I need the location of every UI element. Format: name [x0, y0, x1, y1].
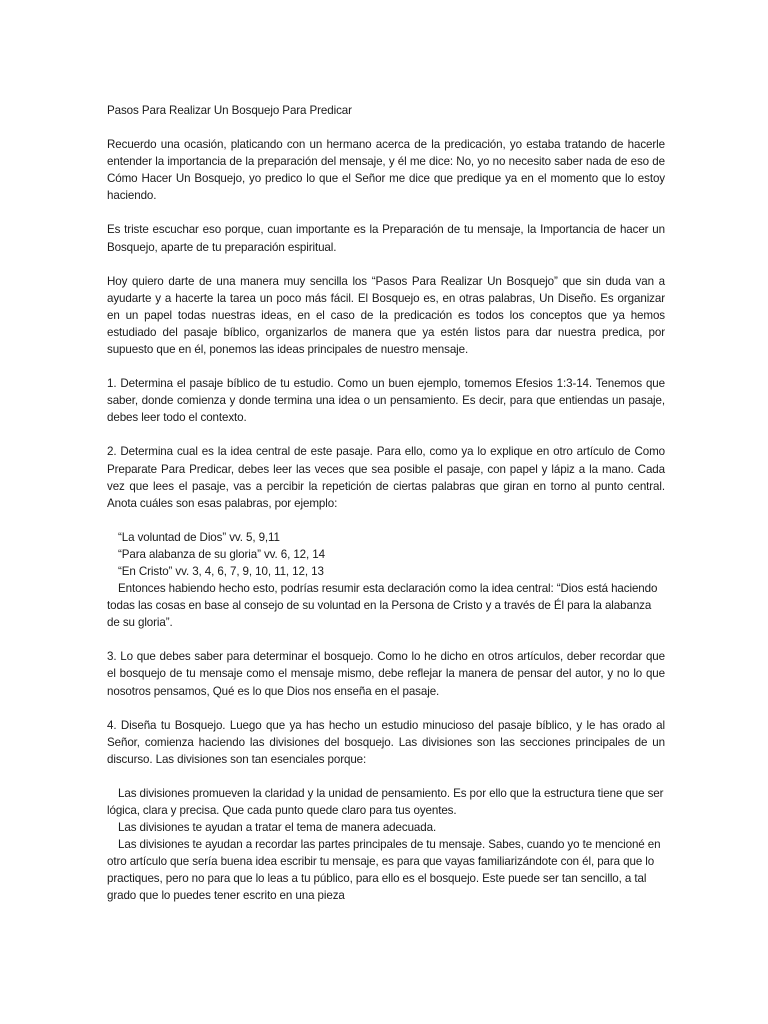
key-phrase-alabanza: “Para alabanza de su gloria” vv. 6, 12, 14 — [118, 547, 325, 561]
step-2-paragraph: 2. Determina cual es la idea central de este pasaje. Para ello, como ya lo explique en otro artículo de Como Preparate Para Predicar, debes leer las veces que sea posible el pasaje, con papel y lápiz a la mano. Cada vez que lees el pasaje, vas a percibir la repetición de ciertas palabras que giran en torno al punto central. Anota cuáles son esas palabras, por ejemplo: — [107, 445, 665, 510]
central-idea-text: Entonces habiendo hecho esto, podrías resumir esta declaración como la idea central: “Dios está haciendo todas las cosas en base al consejo de su voluntad en la Persona de Cristo y a través de Él para la alabanza de su gloria”. — [107, 582, 658, 630]
key-phrase-voluntad: “La voluntad de Dios” vv. 5, 9,11 — [118, 530, 280, 544]
central-idea-conclusion — [107, 580, 665, 631]
document-title: Pasos Para Realizar Un Bosquejo Para Predicar — [107, 104, 352, 117]
key-phrase-en-cristo: “En Cristo” vv. 3, 4, 6, 7, 9, 10, 11, 12, 13 — [118, 564, 324, 578]
step-3-paragraph: 3. Lo que debes saber para determinar el bosquejo. Como lo he dicho en otros artículos, deber recordar que el bosquejo de tu mensaje como el mensaje mismo, debe reflejar la manera de pensar del autor, y no lo que nosotros pensamos, Qué es lo que Dios nos enseña en el pasaje. — [107, 650, 665, 698]
step-4-paragraph: 4. Diseña tu Bosquejo. Luego que ya has hecho un estudio minucioso del pasaje bíblico, y le has orado al Señor, comienza haciendo las divisiones del bosquejo. Las divisiones son las secciones principales de un discurso. Las divisiones son tan esenciales porque: — [107, 718, 665, 766]
step-1-paragraph: 1. Determina el pasaje bíblico de tu estudio. Como un buen ejemplo, tomemos Efesios 1:3-14. Tenemos que saber, donde comienza y donde termina una idea o un pensamiento. Es decir, para que entiendas un pasaje, debes leer todo el contexto. — [107, 377, 665, 425]
division-topic: Las divisiones te ayudan a tratar el tema de manera adecuada. — [118, 821, 437, 835]
key-phrases-block — [107, 529, 665, 632]
document-page — [107, 102, 665, 922]
divisions-block — [107, 785, 665, 905]
intro-paragraph: Recuerdo una ocasión, platicando con un hermano acerca de la predicación, yo estaba tratando de hacerle entender la importancia de la preparación del mensaje, y él me dice: No, yo no necesito saber nada de eso de Cómo Hacer Un Bosquejo, yo predico lo que el Señor me dice que predique ya en el momento que lo estoy haciendo. — [107, 138, 665, 203]
importance-paragraph: Es triste escuchar eso porque, cuan importante es la Preparación de tu mensaje, la Importancia de hacer un Bosquejo, aparte de tu preparación espiritual. — [107, 223, 665, 254]
division-clarity — [107, 785, 665, 819]
outline-definition-paragraph: Hoy quiero darte de una manera muy sencilla los “Pasos Para Realizar Un Bosquejo” que sin duda van a ayudarte y a hacerte la tarea un poco más fácil. El Bosquejo es, en otras palabras, Un Diseño. Es organizar en un papel todas nuestras ideas, en el caso de la predicación es todos los conceptos que ya hemos estudiado del pasaje bíblico, organizarlos de manera que ya estén listos para dar nuestra predica, por supuesto que en él, ponemos las ideas principales de nuestro mensaje. — [107, 274, 665, 357]
division-clarity-text: Las divisiones promueven la claridad y la unidad de pensamiento. Es por ello que la estructura tiene que ser lógica, clara y precisa. Que cada punto quede claro para tus oyentes. — [107, 786, 664, 817]
division-memory-text: Las divisiones te ayudan a recordar las partes principales de tu mensaje. Sabes, cuando yo te mencioné en otro artículo que sería buena idea escribir tu mensaje, es para que vayas familiarizándote con él, para que lo practiques, pero no para que lo leas a tu público, para ello es el bosquejo. Este puede ser tan sencillo, a tal grado que lo puedes tener escrito en una pieza — [107, 838, 661, 903]
division-memory — [107, 836, 665, 904]
